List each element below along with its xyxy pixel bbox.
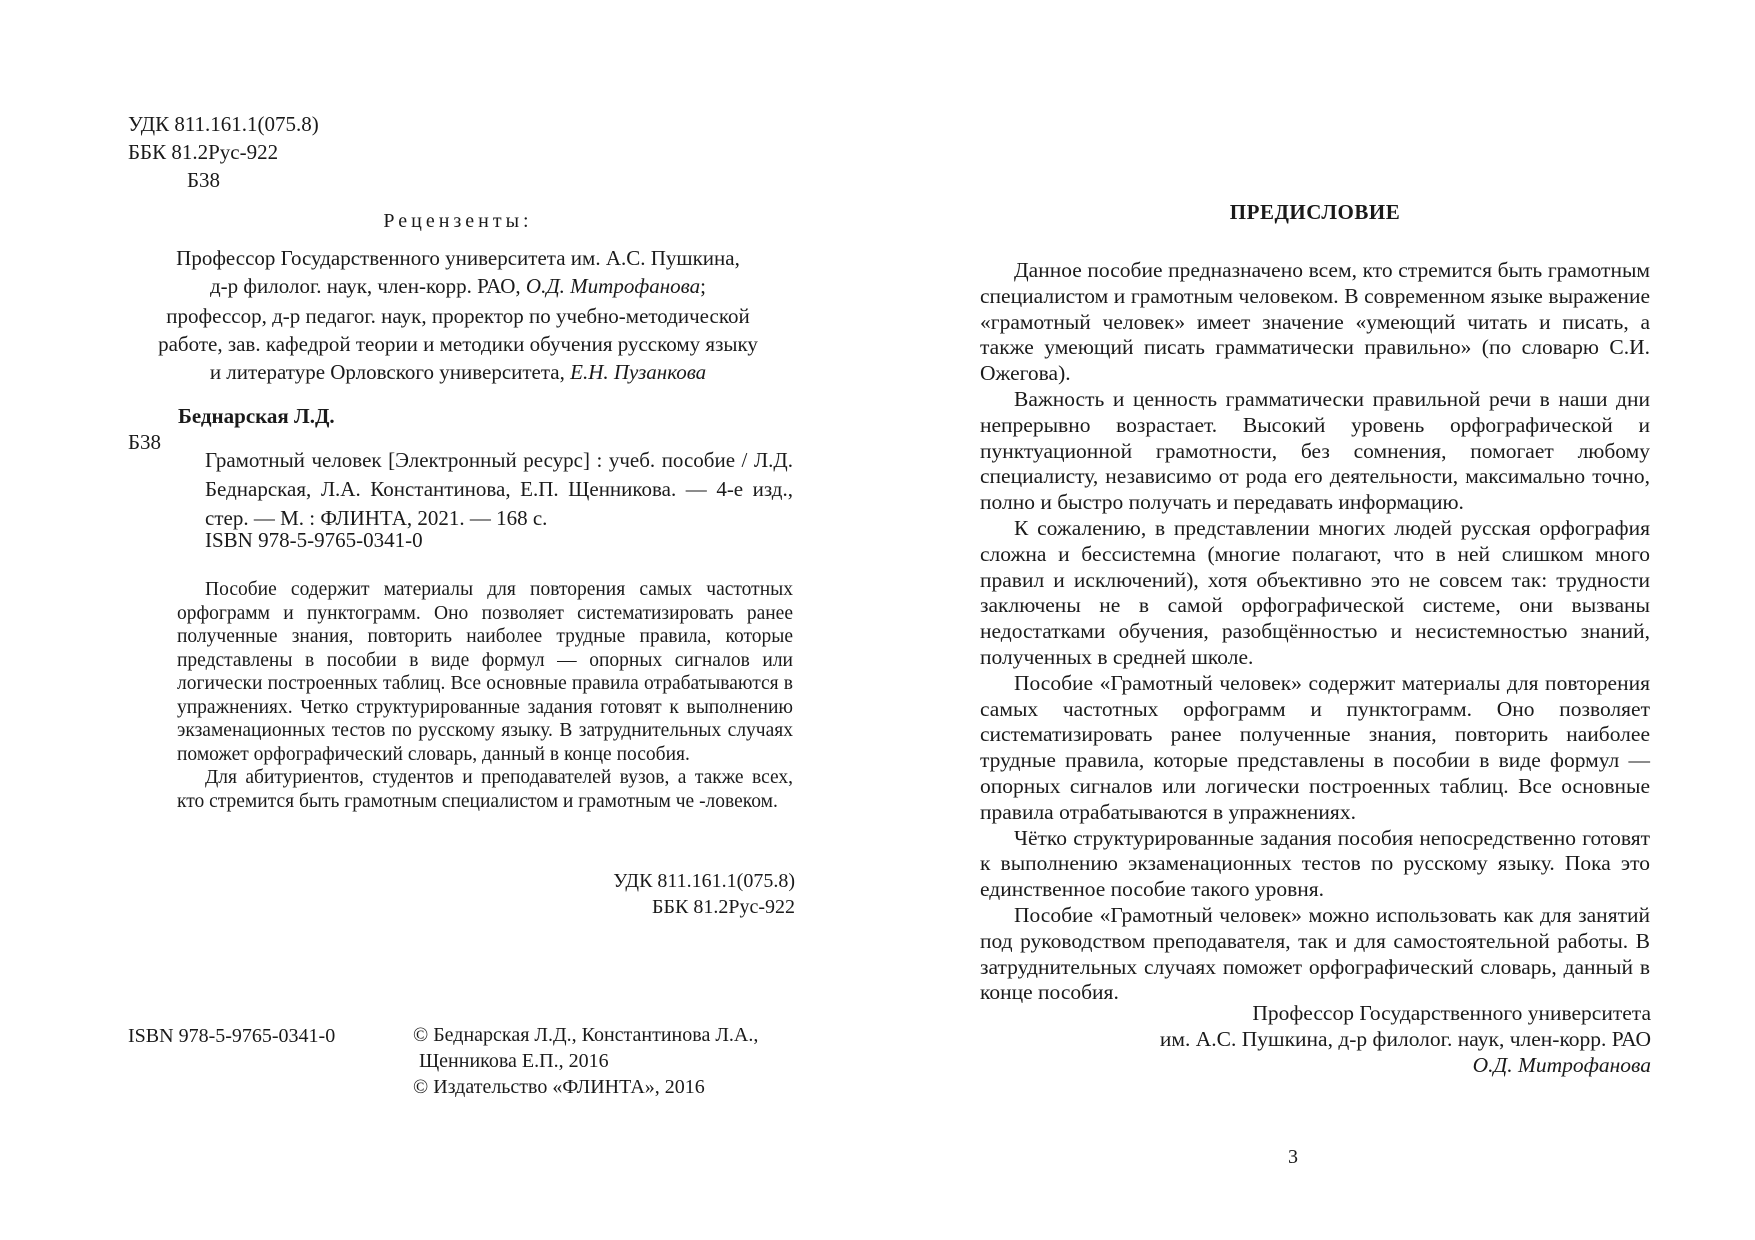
- bbk-code: ББК 81.2Рус-922: [128, 140, 279, 164]
- reviewer-2: [128, 302, 788, 386]
- reviewer-1-name: О.Д. Митрофанова: [525, 274, 701, 298]
- preface-paragraph: Данное пособие предназначено всем, кто стремится быть грамотным специалистом и грамотным человеком. В современном языке выражение «грамотный человек» имеет значение «умеющий читать и писать, а также умеющий писать грамматически правильно» (по словарю С.И. Ожегова).: [980, 258, 1650, 386]
- preface-title: ПРЕДИСЛОВИЕ: [1229, 200, 1401, 224]
- copyright-block: [413, 1022, 758, 1100]
- preface-body: [980, 258, 1650, 1006]
- preface-paragraph: К сожалению, в представлении многих людей русская орфография сложна и бессистемна (многие полагают, что в ней слишком много правил и исключений), хотя объективно это не совсем так: трудности заключены не в самой орфографической системе, они вызваны недостатками обучения, разобщённостью и несистемностью знаний, полученных в средней школе.: [980, 515, 1650, 669]
- signature-line: им. А.С. Пушкина, д-р филолог. наук, член-корр. РАО: [1159, 1027, 1651, 1051]
- catalog-index: Б38: [128, 430, 162, 454]
- signature-name: О.Д. Митрофанова: [1472, 1053, 1651, 1077]
- reviewers-heading: Рецензенты:: [383, 210, 533, 232]
- copyright-line: Щенникова Е.П., 2016: [419, 1050, 609, 1072]
- udk-bbk-right: [613, 868, 795, 920]
- reviewer-2-line3: и литературе Орловского университета, Е.Н. Пузанкова: [209, 360, 707, 384]
- left-page: [0, 0, 877, 1240]
- bibliographic-description: Грамотный человек [Электронный ресурс] : учеб. пособие / Л.Д. Беднарская, Л.А. Константинова, Е.П. Щенникова. — 4-е изд., стер. — М. : ФЛИНТА, 2021. — 168 с.: [205, 448, 793, 530]
- preface-paragraph: Пособие «Грамотный человек» можно использовать как для занятий под руководством преподавателя, так и для самостоятельной работы. В затруднительных случаях поможет орфографический словарь, данный в конце пособия.: [980, 902, 1650, 1005]
- footer-isbn: ISBN 978-5-9765-0341-0: [128, 1025, 336, 1047]
- bbk-code-right: ББК 81.2Рус-922: [652, 896, 795, 918]
- author-heading: Беднарская Л.Д.: [178, 404, 335, 428]
- annotation-paragraph: Для абитуриентов, студентов и преподавателей вузов, а также всех, кто стремится быть грамотным специалистом и грамотным че -ловеком.: [177, 767, 793, 812]
- reviewer-1-line1: Профессор Государственного университета им. А.С. Пушкина,: [176, 246, 740, 270]
- classification-codes: [128, 110, 319, 194]
- isbn: ISBN 978-5-9765-0341-0: [205, 528, 423, 552]
- udk-code-right: УДК 811.161.1(075.8): [613, 870, 795, 892]
- copyright-line: © Издательство «ФЛИНТА», 2016: [413, 1076, 705, 1098]
- annotation-paragraph: Пособие содержит материалы для повторения самых частотных орфограмм и пунктограмм. Оно позволяет систематизировать ранее полученные знания, повторить наиболее трудные правила, которые представлены в пособии в виде формул — опорных сигналов или логически построенных таблиц. Все основные правила отрабатываются в упражнениях. Четко структурированные задания готовят к выполнению экзаменационных тестов по русскому языку. В затруднительных случаях поможет орфографический словарь, данный в конце пособия.: [177, 579, 793, 765]
- annotation: [177, 578, 793, 813]
- copyright-line: © Беднарская Л.Д., Константинова Л.А.,: [413, 1024, 759, 1046]
- reviewer-1-line2: д-р филолог. наук, член-корр. РАО, О.Д. Митрофанова;: [210, 274, 706, 298]
- reviewer-2-line2: работе, зав. кафедрой теории и методики обучения русскому языку: [158, 332, 758, 356]
- reviewer-1: [128, 244, 788, 300]
- preface-signature: [1160, 1000, 1651, 1078]
- preface-paragraph: Пособие «Грамотный человек» содержит материалы для повторения самых частотных орфограмм и пунктограмм. Оно позволяет систематизировать ранее полученные знания, повторить наиболее трудные правила, которые представлены в пособии в виде формул — опорных сигналов или логически построенных таблиц. Все основные правила отрабатываются в упражнениях.: [980, 670, 1650, 824]
- signature-line: Профессор Государственного университета: [1252, 1001, 1651, 1025]
- preface-paragraph: Важность и ценность грамматически правильной речи в наши дни непрерывно возрастает. Высокий уровень орфографической и пунктуационной грамотности, без сомнения, помогает любому специалисту, независимо от рода его деятельности, максимально точно, полно и быстро получать и передавать информацию.: [980, 386, 1650, 515]
- author-index: Б38: [187, 168, 221, 192]
- reviewer-2-name: Е.Н. Пузанкова: [570, 360, 707, 384]
- preface-paragraph: Чётко структурированные задания пособия непосредственно готовят к выполнению экзаменационных тестов по русскому языку. Пока это единственное пособие такого уровня.: [980, 825, 1650, 902]
- udk-code: УДК 811.161.1(075.8): [128, 112, 319, 136]
- reviewer-2-line1: профессор, д-р педагог. наук, проректор по учебно-методической: [166, 304, 750, 328]
- page-number: 3: [1288, 1146, 1298, 1168]
